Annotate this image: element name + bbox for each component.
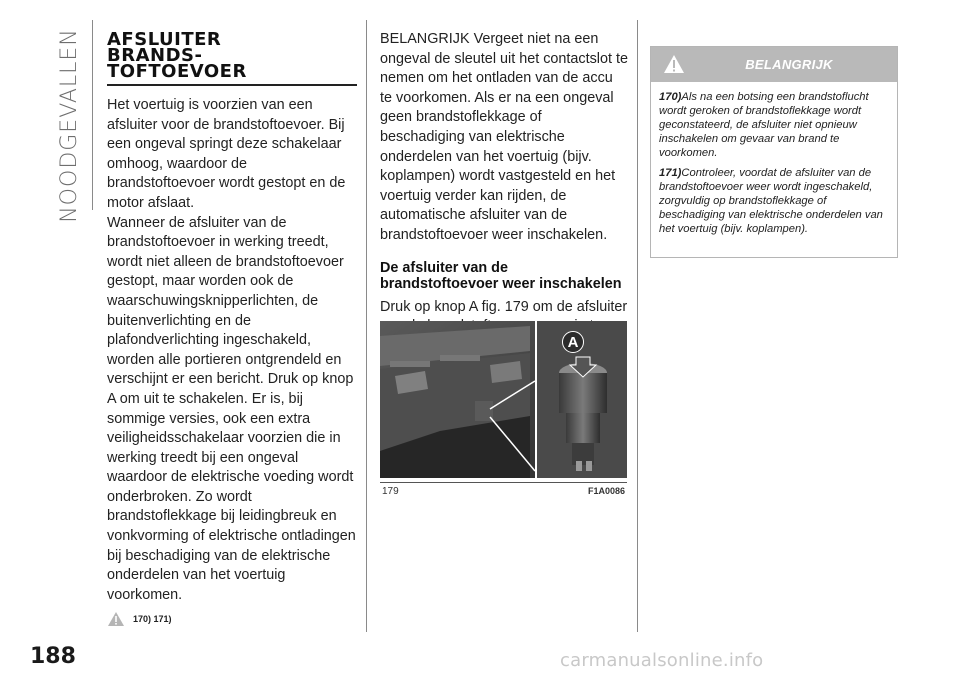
title-line-2: BRANDS-: [107, 45, 203, 66]
warning-triangle-icon: [663, 54, 685, 74]
subheading: De afsluiter van de brandstoftoevoer weer inschakelen: [380, 259, 622, 292]
column-2-paragraph-1: BELANGRIJK Vergeet niet na een ongeval de sleutel uit het contactslot te nemen om het ontladen van de accu te voorkomen. Als er na een ongeval geen brandstoflekkage of beschadiging van elektrische onderdelen van het voertuig (bijv. koplampen) wordt vastgesteld en het voertuig verder kan rijden, de automatische afsluiter van de brandstoftoevoer weer inschakelen.: [380, 31, 628, 243]
warning-item-text: Controleer, voordat de afsluiter van de brandstoftoevoer weer wordt ingeschakeld, zorgvuldig op brandstoflekkage of beschadiging van elektrische onderdelen van het voertuig (bijv. koplampen).: [659, 167, 883, 235]
warning-box: [650, 46, 898, 258]
figure-code: F1A0086: [587, 486, 625, 496]
section-tab-label: NOODGEVALLEN: [56, 27, 82, 223]
warning-box-title: BELANGRIJK: [745, 57, 833, 72]
figure-number: 179: [382, 486, 399, 497]
watermark: carmanualsonline.info: [560, 650, 764, 671]
left-divider: [92, 20, 93, 210]
callout-a: [562, 331, 584, 353]
section-title: [107, 29, 357, 86]
warning-item-number: 170): [659, 91, 682, 103]
warning-reference: [107, 611, 357, 627]
figure-caption-rule: [380, 482, 627, 483]
figure-179: [380, 321, 627, 498]
title-line-3: TOFTOEVOER: [107, 61, 247, 82]
column-1-body: [107, 96, 357, 605]
warning-box-body: [651, 82, 897, 236]
column-2: [380, 30, 628, 356]
warning-item: [659, 90, 891, 160]
right-divider: [637, 20, 638, 632]
callout-a-label: A: [567, 333, 579, 351]
column-1: [107, 29, 357, 627]
fuel-cutoff-switch-photo: [380, 321, 627, 478]
column-2-paragraph-2: Druk op knop A fig. 179 om de afsluiter: [380, 298, 628, 315]
warning-item-text: Als na een botsing een brandstoflucht wordt geroken of brandstoflekkage wordt geconstateerd, de afsluiter niet opnieuw inschakelen om gevaar van brand te voorkomen.: [659, 91, 869, 159]
warning-triangle-icon: [107, 611, 125, 627]
warning-reference-numbers: 170) 171): [133, 614, 172, 625]
warning-item-number: 171): [659, 167, 682, 179]
page-number: 188: [30, 644, 76, 669]
middle-divider: [366, 20, 367, 632]
warning-item: [659, 166, 891, 236]
section-tab: [56, 27, 82, 223]
warning-box-header: [651, 47, 897, 82]
paragraph: Wanneer de afsluiter van de brandstoftoevoer in werking treedt, wordt niet alleen de brandstoftoevoer gestopt, maar worden ook de waarschuwingsknipperlichten, de buitenverlichting en de plafondverlichting ingeschakeld, worden alle portieren ontgrendeld en verschijnt er een bericht. Druk op knop A om uit te schakelen. Er is, bij sommige versies, ook een extra veiligheidsschakelaar voorzien die in werking treedt bij een ongeval waardoor de elektrische voeding wordt onderbroken. Zo wordt brandstoflekkage bij leidingbreuk en vonkvorming of elektrische ontladingen bij beschadiging van de elektrische onderdelen van het voertuig voorkomen.: [107, 214, 356, 603]
title-line-1: AFSLUITER: [107, 29, 222, 50]
paragraph: Het voertuig is voorzien van een afsluiter voor de brandstoftoevoer. Bij een ongeval springt deze schakelaar omhoog, waardoor de brandstoftoevoer wordt gestopt en de motor afslaat.: [107, 97, 346, 211]
